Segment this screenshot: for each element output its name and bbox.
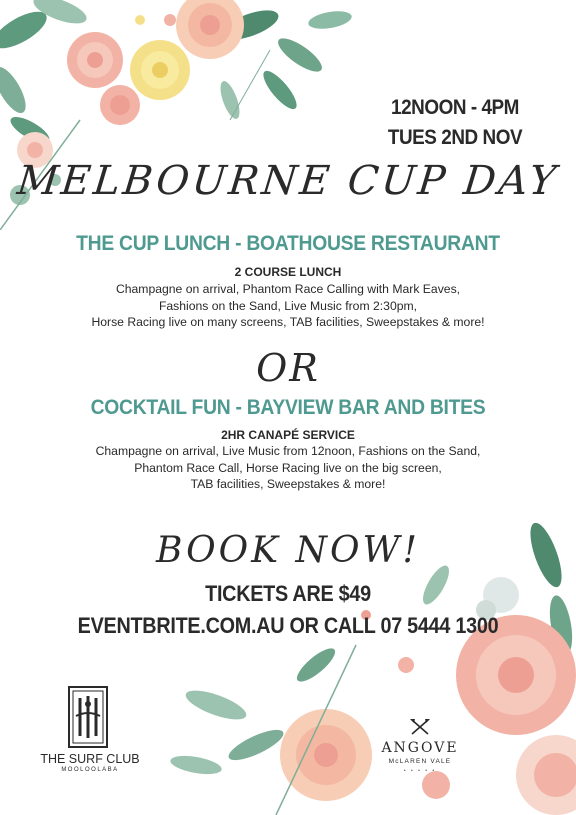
cocktail-subheading: 2HR CANAPÉ SERVICE	[221, 428, 355, 442]
event-date: TUES 2ND NOV	[387, 126, 523, 149]
tickets-price: TICKETS ARE $49	[205, 581, 371, 606]
surf-club-logo	[30, 686, 150, 778]
detail-line: Phantom Race Call, Horse Racing live on the big screen,	[134, 460, 442, 475]
detail-line: TAB facilities, Sweepstakes & more!	[190, 477, 386, 491]
angove-region: McLAREN VALE	[388, 758, 452, 765]
detail-line: Horse Racing live on many screens, TAB facilities, Sweepstakes & more!	[91, 315, 485, 329]
lunch-subheading: 2 COURSE LUNCH	[234, 265, 342, 279]
detail-line: Fashions on the Sand, Live Music from 2:30pm,	[158, 298, 418, 313]
event-title: MELBOURNE CUP DAY	[15, 158, 561, 204]
book-now-heading: BOOK NOW!	[156, 530, 420, 571]
cocktail-heading: COCKTAIL FUN - BAYVIEW BAR AND BITES	[90, 396, 486, 419]
surf-club-location: MOOLOOLABA	[61, 767, 119, 773]
lunch-heading: THE CUP LUNCH - BOATHOUSE RESTAURANT	[76, 232, 500, 255]
booking-contact: EVENTBRITE.COM.AU OR CALL 07 5444 1300	[77, 613, 499, 638]
lunch-details	[40, 281, 536, 331]
detail-line: Champagne on arrival, Phantom Race Calling with Mark Eaves,	[115, 282, 461, 296]
event-time-range: 12NOON - 4PM	[391, 96, 519, 119]
surf-club-emblem-icon	[68, 686, 108, 748]
surf-club-name: THE SURF CLUB	[40, 752, 140, 766]
cocktail-details	[40, 443, 536, 493]
crossed-axes-icon	[408, 718, 432, 736]
angove-logo	[370, 700, 470, 780]
detail-line: Champagne on arrival, Live Music from 12noon, Fashions on the Sand,	[95, 444, 481, 458]
angove-dots: • • • • •	[403, 768, 437, 774]
angove-name: ANGOVE	[381, 740, 459, 756]
or-divider: OR	[256, 346, 320, 390]
